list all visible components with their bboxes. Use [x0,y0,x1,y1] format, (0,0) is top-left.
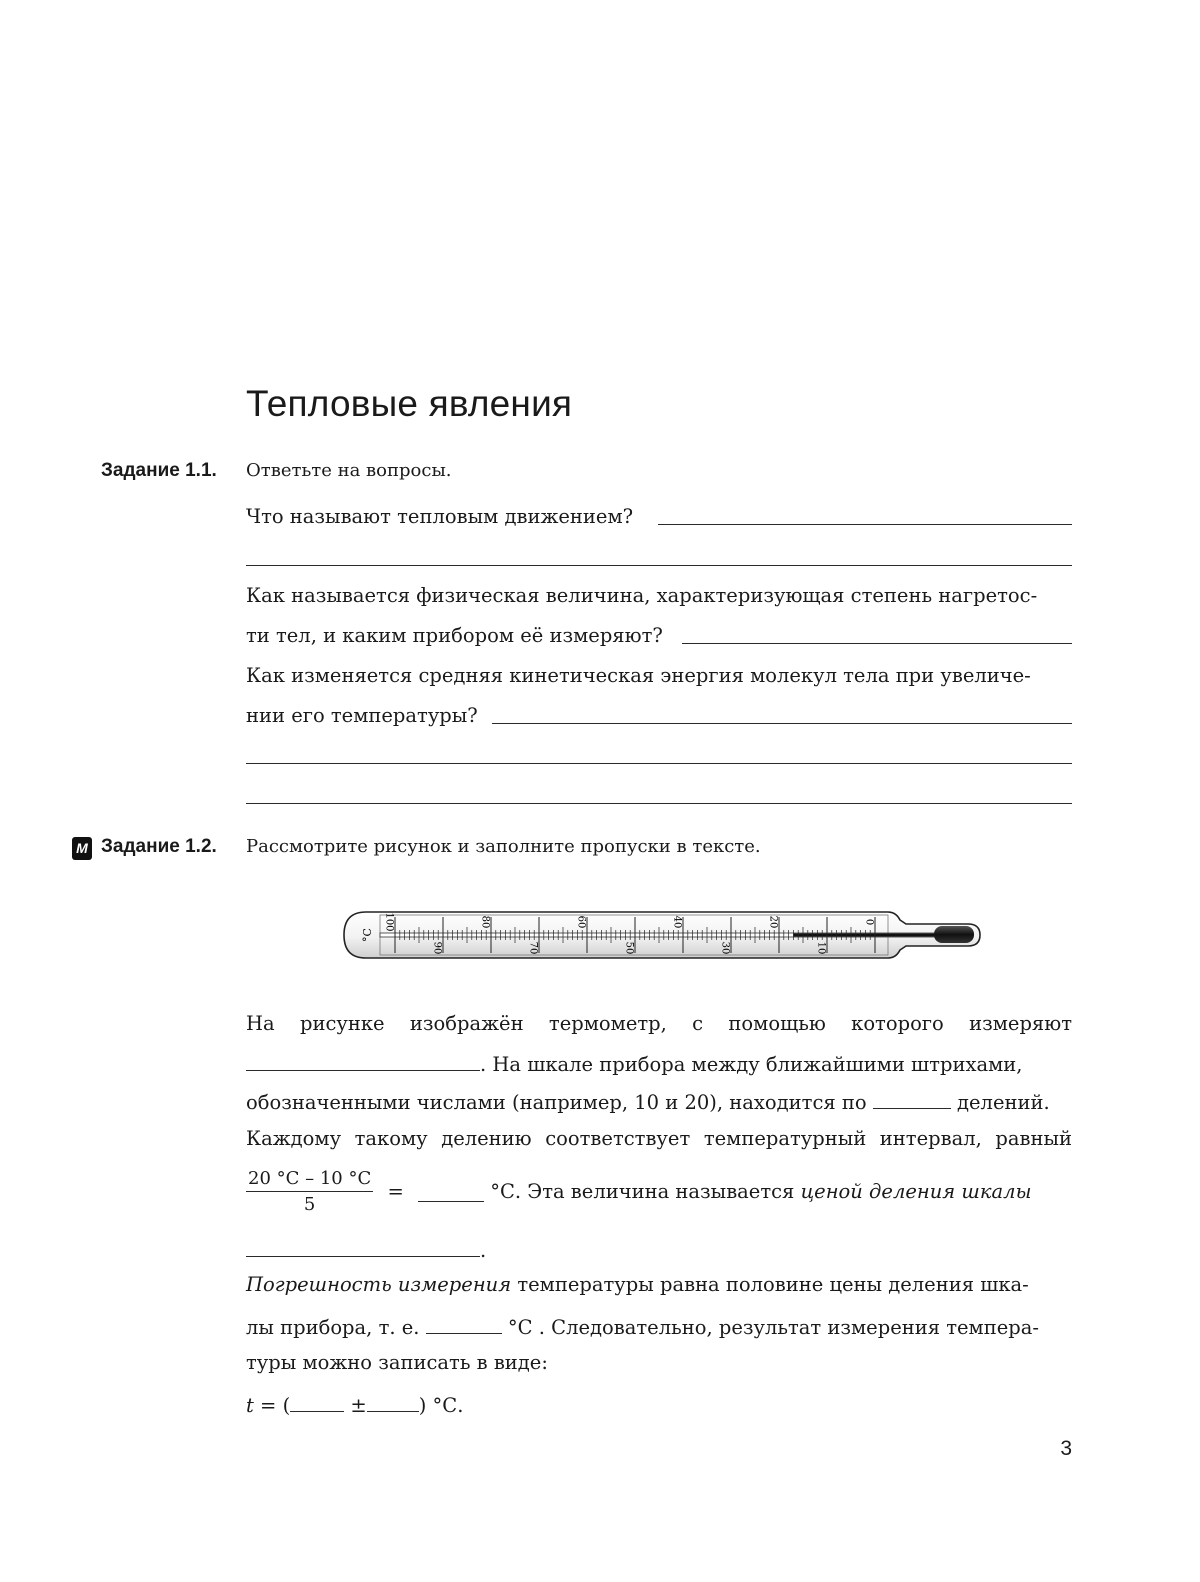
blank-formula-error[interactable] [367,1391,419,1412]
blank-formula-value[interactable] [290,1391,344,1412]
answer-line-q3-extra-2[interactable] [246,803,1072,804]
question-3-line-1: Как изменяется средняя кинетическая энергия молекул тела при увеличе- [246,664,1031,687]
formula [246,1391,463,1417]
paragraph-2-line-2-tail: °С . Следовательно, результат измерения темпера- [507,1316,1039,1339]
paragraph-1-line-6 [246,1236,486,1262]
paragraph-2-line-3: туры можно записать в виде: [246,1351,548,1374]
unit-label: °C [361,928,374,942]
question-3-line-2: нии его температуры? [246,704,478,727]
paragraph-2-line-2-head: лы прибора, т. е. [246,1316,420,1339]
scale-label-bottom: 30 [719,941,731,955]
task-1-2-label: Задание 1.2. [101,836,217,857]
answer-line-q2[interactable] [682,643,1072,644]
task-1-1-instruction: Ответьте на вопросы. [246,460,452,481]
question-1-text: Что называют тепловым движением? [246,505,634,528]
paragraph-2-line-2 [246,1313,1039,1339]
answer-line-q1-extra[interactable] [246,565,1072,566]
blank-term-completion[interactable] [246,1236,480,1257]
paragraph-1-line-6-tail: . [480,1239,487,1262]
question-2-line-2: ти тел, и каким прибором её измеряют? [246,624,663,647]
page-number: 3 [1060,1437,1072,1460]
answer-line-q3-extra-1[interactable] [246,763,1072,764]
term-measurement-error: Погрешность измерения [246,1273,512,1296]
question-2-line-1: Как называется физическая величина, характеризующая степень нагретос- [246,584,1038,607]
task-1-2-instruction: Рассмотрите рисунок и заполните пропуски в тексте. [246,836,761,857]
paragraph-1-line-1: На рисунке изображён термометр, с помощью которого измеряют [246,1012,1072,1035]
paragraph-2-line-1 [246,1273,1072,1296]
formula-open: = ( [253,1394,291,1417]
scale-label-bottom: 10 [815,941,827,955]
scale-label-top: 80 [479,915,491,929]
blank-divisions-count[interactable] [873,1088,951,1109]
paragraph-1-line-3-tail: делений. [957,1091,1050,1114]
paragraph-1-line-4: Каждому такому делению соответствует температурный интервал, равный [246,1127,1072,1150]
paragraph-1-line-5 [246,1168,1072,1215]
fraction-denominator: 5 [303,1194,316,1215]
paragraph-1-line-2 [246,1050,1022,1076]
scale-label-top: 0 [863,918,875,926]
scale-label-top: 60 [575,915,587,929]
question-1 [246,505,633,528]
section-title: Тепловые явления [246,383,573,424]
blank-error-value[interactable] [426,1313,502,1334]
mercury-column [793,934,940,937]
paragraph-1-line-3 [246,1088,1050,1114]
m-mark-icon: М [72,837,92,860]
scale-label-top: 100 [383,912,395,932]
blank-division-value[interactable] [418,1181,484,1202]
answer-line-q3[interactable] [492,723,1072,724]
scale-label-top: 40 [671,915,683,929]
task-1-1-label: Задание 1.1. [101,460,217,481]
formula-plus-minus: ± [344,1394,367,1417]
paragraph-1-line-3-head: обозначенными числами (например, 10 и 20), находится по [246,1091,867,1114]
paragraph-1-line-2-tail: . На шкале прибора между ближайшими штрихами, [480,1053,1023,1076]
formula-close: ) °С. [418,1394,464,1417]
fraction [246,1168,373,1215]
scale-label-bottom: 50 [623,941,635,955]
paragraph-2-line-1-tail: температуры равна половине цены деления шка- [517,1273,1029,1296]
scale-label-bottom: 90 [431,941,443,955]
paragraph-1-line-5-unit: °С. Эта величина называется [490,1180,795,1203]
thermometer-bulb [934,926,974,943]
answer-line-q1[interactable] [658,524,1072,525]
thermometer-figure [340,905,985,965]
formula-variable: t [246,1394,254,1417]
fraction-numerator: 20 °С – 10 °С [246,1168,373,1192]
term-division-value: ценой деления шкалы [800,1180,1032,1203]
scale-label-bottom: 70 [527,941,539,955]
equals-sign: = [387,1180,404,1203]
scale-label-top: 20 [767,915,779,929]
blank-what-measured[interactable] [246,1050,480,1071]
